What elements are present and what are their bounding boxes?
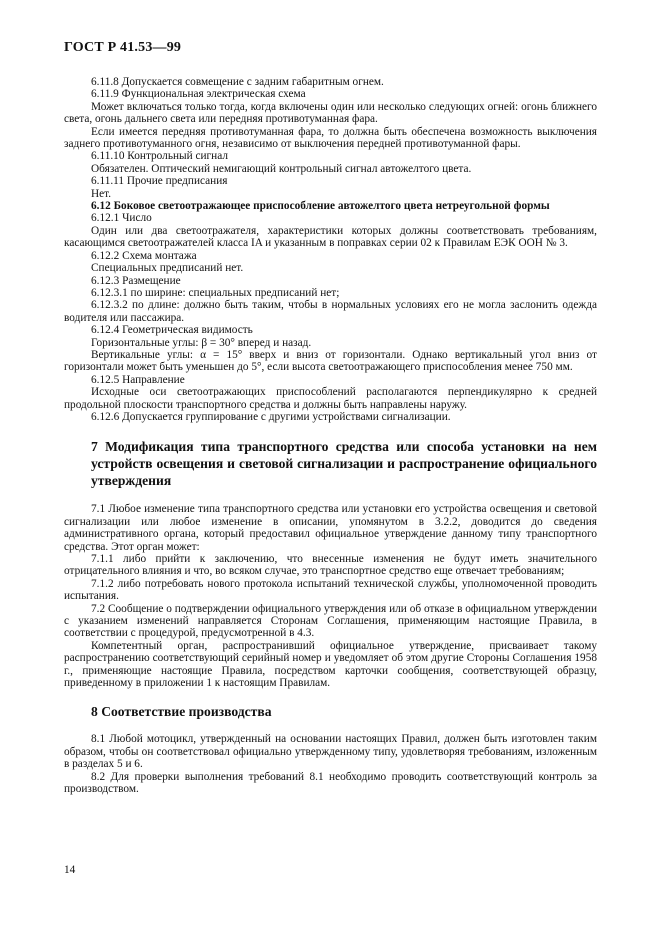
paragraph: 6.12.4 Геометрическая видимость	[91, 324, 253, 337]
paragraph: 6.12.5 Направление	[91, 373, 185, 386]
paragraph: 6.12.2 Схема монтажа	[91, 249, 197, 262]
paragraph: 7.1.2 либо потребовать нового протокола испытаний технической службы, уполномоченной проводить испытания.	[64, 577, 597, 603]
paragraph: 7.1.1 либо прийти к заключению, что внесенные изменения не будут иметь значительного отрицательного влияния и что, во всяком случае, это транспортное средство еще отвечает требованиям;	[64, 553, 597, 578]
paragraph: 6.12.1 Число	[91, 212, 152, 225]
paragraph: 6.12.3.1 по ширине: специальных предписаний нет;	[91, 286, 340, 299]
paragraph: 8.2 Для проверки выполнения требований 8.1 необходимо проводить соответствующий контроль за производством.	[64, 770, 597, 796]
document-body	[64, 76, 597, 796]
paragraph: Горизонтальные углы: β = 30° вперед и назад.	[91, 336, 312, 349]
paragraph: 8.1 Любой мотоцикл, утвержденный на основании настоящих Правил, должен быть изготовлен таким образом, чтобы он соответствовал официально утвержденному типу, удовлетворяя требованиям, изложенным в разделах 5 и 6.	[64, 733, 597, 771]
paragraph: 6.11.11 Прочие предписания	[91, 175, 228, 188]
paragraph: Специальных предписаний нет.	[91, 262, 244, 275]
paragraph: Исходные оси светоотражающих приспособлений располагаются перпендикулярно к средней продольной плоскости транспортного средства и должны быть направлены наружу.	[64, 386, 597, 411]
paragraph: 6.11.8 Допускается совмещение с задним габаритным огнем.	[91, 76, 384, 88]
paragraph: Вертикальные углы: α = 15° вверх и вниз от горизонтали. Однако вертикальный угол вниз от горизонтали может быть уменьшен до 5°, если высота светоотражающего приспособления менее 750 мм.	[64, 348, 597, 374]
section-heading-7: 7 Модификация типа транспортного средства или способа установки на нем устройств освещения и световой сигнализации и распространение официального утверждения	[91, 439, 597, 489]
paragraph: Нет.	[91, 187, 112, 200]
paragraph: 6.11.9 Функциональная электрическая схема	[91, 88, 306, 101]
subsection-heading: 6.12 Боковое светоотражающее приспособление автожелтого цвета нетреугольной формы	[91, 200, 550, 213]
section-heading-8: 8 Соответствие производства	[91, 704, 272, 720]
paragraph: 6.12.3.2 по длине: должно быть таким, чтобы в нормальных условиях его не могла заслонить одежда водителя или пассажира.	[64, 299, 597, 324]
paragraph: 6.11.10 Контрольный сигнал	[91, 150, 228, 163]
paragraph: 7.2 Сообщение о подтверждении официального утверждения или об отказе в официальном утверждении с указанием изменений направляется Сторонам Соглашения, применяющим настоящие Правила, в соответствии с процедурой, предусмотренной в 4.3.	[64, 602, 597, 640]
paragraph: Если имеется передняя противотуманная фара, то должна быть обеспечена возможность выключения заднего противотуманного огня, независимо от выключения передней противотуманной фары.	[64, 125, 597, 151]
paragraph: Компетентный орган, распространивший официальное утверждение, присваивает такому распространению соответствующий серийный номер и уведомляет об этом другие Стороны Соглашения 1958 г., применяющие настоящие Правила, посредством карточки сообщения, соответствующей образцу, приведенному в приложении 1 к настоящим Правилам.	[64, 639, 597, 690]
paragraph: Один или два светоотражателя, характеристики которых должны соответствовать требованиям, касающимся светоотражателей класса IA и указанным в поправках серии 02 к Правилам ЕЭК ООН № 3.	[64, 224, 597, 250]
paragraph: 6.12.6 Допускается группирование с другими устройствами сигнализации.	[91, 410, 451, 423]
paragraph: 7.1 Любое изменение типа транспортного средства или установки его устройства освещения и световой сигнализации или любое изменение в описании, упомянутом в 3.2.2, доводится до сведения административного органа, который предоставил официальное утверждение данному типу транспортного средства. Этот орган может:	[64, 503, 597, 553]
paragraph: Может включаться только тогда, когда включены один или несколько следующих огней: огонь ближнего света, огонь дальнего света или передняя противотуманная фара.	[64, 100, 597, 126]
document-header: ГОСТ Р 41.53—99	[64, 40, 182, 55]
page-number: 14	[64, 864, 76, 876]
paragraph: Обязателен. Оптический немигающий контрольный сигнал автожелтого цвета.	[91, 162, 472, 175]
paragraph: 6.12.3 Размещение	[91, 274, 181, 287]
